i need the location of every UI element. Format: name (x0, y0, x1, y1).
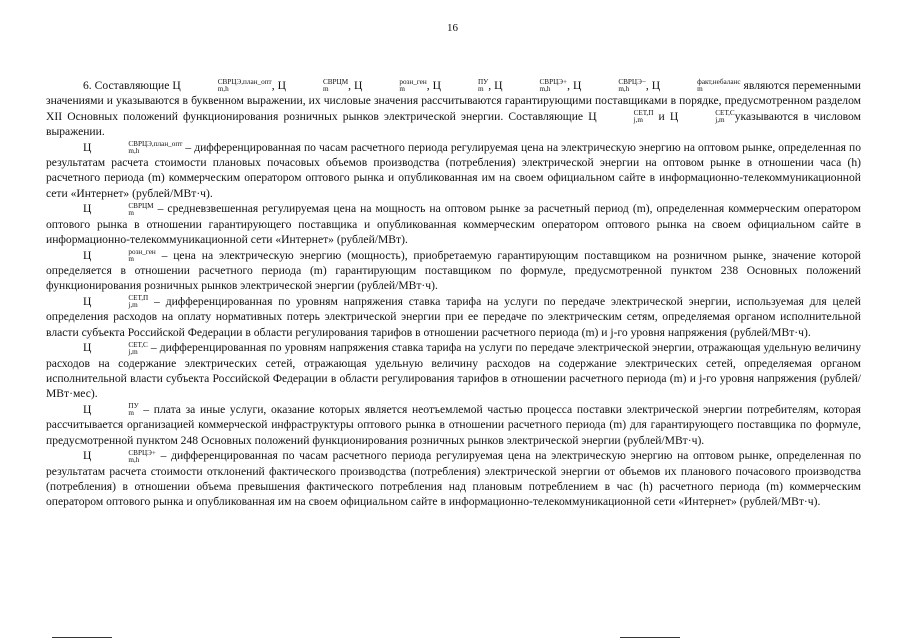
symbol-pu: Ц ПУ m (432, 78, 489, 94)
definition-text: – дифференцированная по уровням напряжения ставка тарифа на услуги по передаче электрической энергии, используемая для целей определения расходов на оплату нормативных потерь электрической энергии при ее передаче по электрическим сетям, определяемая органом исполнительной власти субъекта Российской Федерации в области регулирования тарифов в отношении расчетного периода (m) и j-го уровня напряжения (рублей/МВт·ч). (46, 294, 861, 339)
symbol-plan-opt: Ц СВРЦЭ,план_опт m,h (172, 78, 272, 94)
definition-text: – дифференцированная по часам расчетного периода регулируемая цена на электрическую энергию на оптовом рынке, определенная по результатам расчета стоимости отклонений фактического производства (потребления) электрической энергии от объемов их планового почасового производства (потребления) в отношении объема превышения фактического потребления над плановым потреблением в час (h) расчетного периода (m) коммерческим оператором оптового рынка и опубликованная им на своем официальном сайте в информационно-телекоммуникационной сети «Интернет» (рублей/МВт·ч). (46, 449, 861, 509)
symbol-rozn-gen: Ц розн_ген m (83, 247, 156, 263)
definition-pu (46, 402, 861, 448)
symbol-set-s: Ц СЕТ,С j,m (83, 340, 148, 356)
symbol-fakt: Ц факт,небаланс m (651, 78, 741, 94)
symbol-svrcm: Ц СВРЦМ m (277, 78, 349, 94)
symbol-set-p: Ц СЕТ,П j,m (83, 294, 149, 310)
definition-plan-opt (46, 140, 861, 201)
page-number: 16 (447, 22, 458, 34)
definition-set-s (46, 340, 861, 401)
footer-rule-left (52, 637, 112, 638)
symbol-svrce-plus: Ц СВРЦЭ+ m,h (494, 78, 568, 94)
symbol-rozn-gen: Ц розн_ген m (353, 78, 427, 94)
symbol-set-s: Ц СЕТ,С j,m (669, 108, 735, 124)
paragraph-6-intro: 6. Составляющие Ц СВРЦЭ,план_опт m,h , Ц СВРЦМ m , Ц розн_ген m , Ц ПУ m , Ц СВРЦЭ+ m,h , Ц СВРЦЭ− m,h , Ц факт,небаланс m являются переменными значениями и указываются в буквенном выражении, их числовые значения рассчитываются гарантирующими поставщиками в порядке, предусмотренном разделом XII Основных положений функционирования розничных рынков электрической энергии. Составляющие Ц СЕТ,П j,m и Ц СЕТ,С j,m указываются в числовом выражении. (46, 78, 861, 138)
definition-text: – цена на электрическую энергию (мощность), приобретаемую гарантирующим поставщиком на розничном рынке, значение которой определяется в отношении расчетного периода (m) гарантирующим поставщиком по формуле, предусмотренной пунктом 238 Основных положений функционирования розничных рынков электрической энергии (рублей/МВт·ч). (46, 248, 861, 293)
symbol-plan-opt: Ц СВРЦЭ,план_опт m,h (83, 140, 183, 156)
symbol-svrcm: Ц СВРЦМ m (83, 201, 154, 217)
definition-rozn-gen (46, 248, 861, 294)
document-body (46, 78, 861, 510)
definition-text: – средневзвешенная регулируемая цена на мощность на оптовом рынке за расчетный период (m), определенная коммерческим оператором оптового рынка в отношении гарантирующего поставщика и опубликованная коммерческим оператором оптового рынка на своем официальном сайте в информационно-телекоммуникационной сети «Интернет» (рублей/МВт). (46, 202, 861, 246)
definition-svrcm (46, 201, 861, 247)
definition-svrce-plus (46, 448, 861, 509)
symbol-set-p: Ц СЕТ,П j,m (588, 108, 654, 124)
definition-set-p (46, 294, 861, 340)
symbol-pu: Ц ПУ m (83, 402, 139, 418)
symbol-svrce-minus: Ц СВРЦЭ− m,h (572, 78, 646, 94)
text: являются переменными значениями и указываются в буквенном выражении, их числовые значения рассчитываются гарантирующими поставщиками в порядке, предусмотренном разделом XII Основных положений функционирования розничных рынков электрической энергии. Составляющие (46, 79, 861, 123)
footer-rule-right (620, 637, 680, 638)
definition-text: – дифференцированная по уровням напряжения ставка тарифа на услуги по передаче электрической энергии, отражающая удельную величину расходов на содержание электрических сетей, отражающая удельную величину расходов на содержание электрических сетей, определяемая органом исполнительной власти субъекта Российской Федерации в области регулирования тарифов в отношении расчетного периода (m) и j-го уровня напряжения (рублей/МВт·мес). (46, 341, 861, 401)
symbol-svrce-plus: Ц СВРЦЭ+ m,h (83, 448, 156, 464)
definition-text: – дифференцированная по часам расчетного периода регулируемая цена на электрическую энергию на оптовом рынке, определенная по результатам расчета стоимости плановых почасовых объемов производства (потребления) электрической энергии на оптовом рынке в отношении часа (h) расчетного периода (m) коммерческим оператором оптового рынка и опубликованная им на своем официальном сайте в информационно-телекоммуникационной сети «Интернет» (рублей/МВт·ч). (46, 140, 861, 200)
text: 6. Составляющие (83, 79, 173, 92)
definition-text: – плата за иные услуги, оказание которых является неотъемлемой частью процесса поставки электрической энергии потребителям, которая рассчитывается организацией коммерческой инфраструктуры оптового рынка в отношении расчетного периода (m) для гарантирующего поставщика по формуле, предусмотренной пунктом 248 Основных положений функционирования розничных рынков электрической энергии (рублей/МВт·ч). (46, 402, 861, 447)
